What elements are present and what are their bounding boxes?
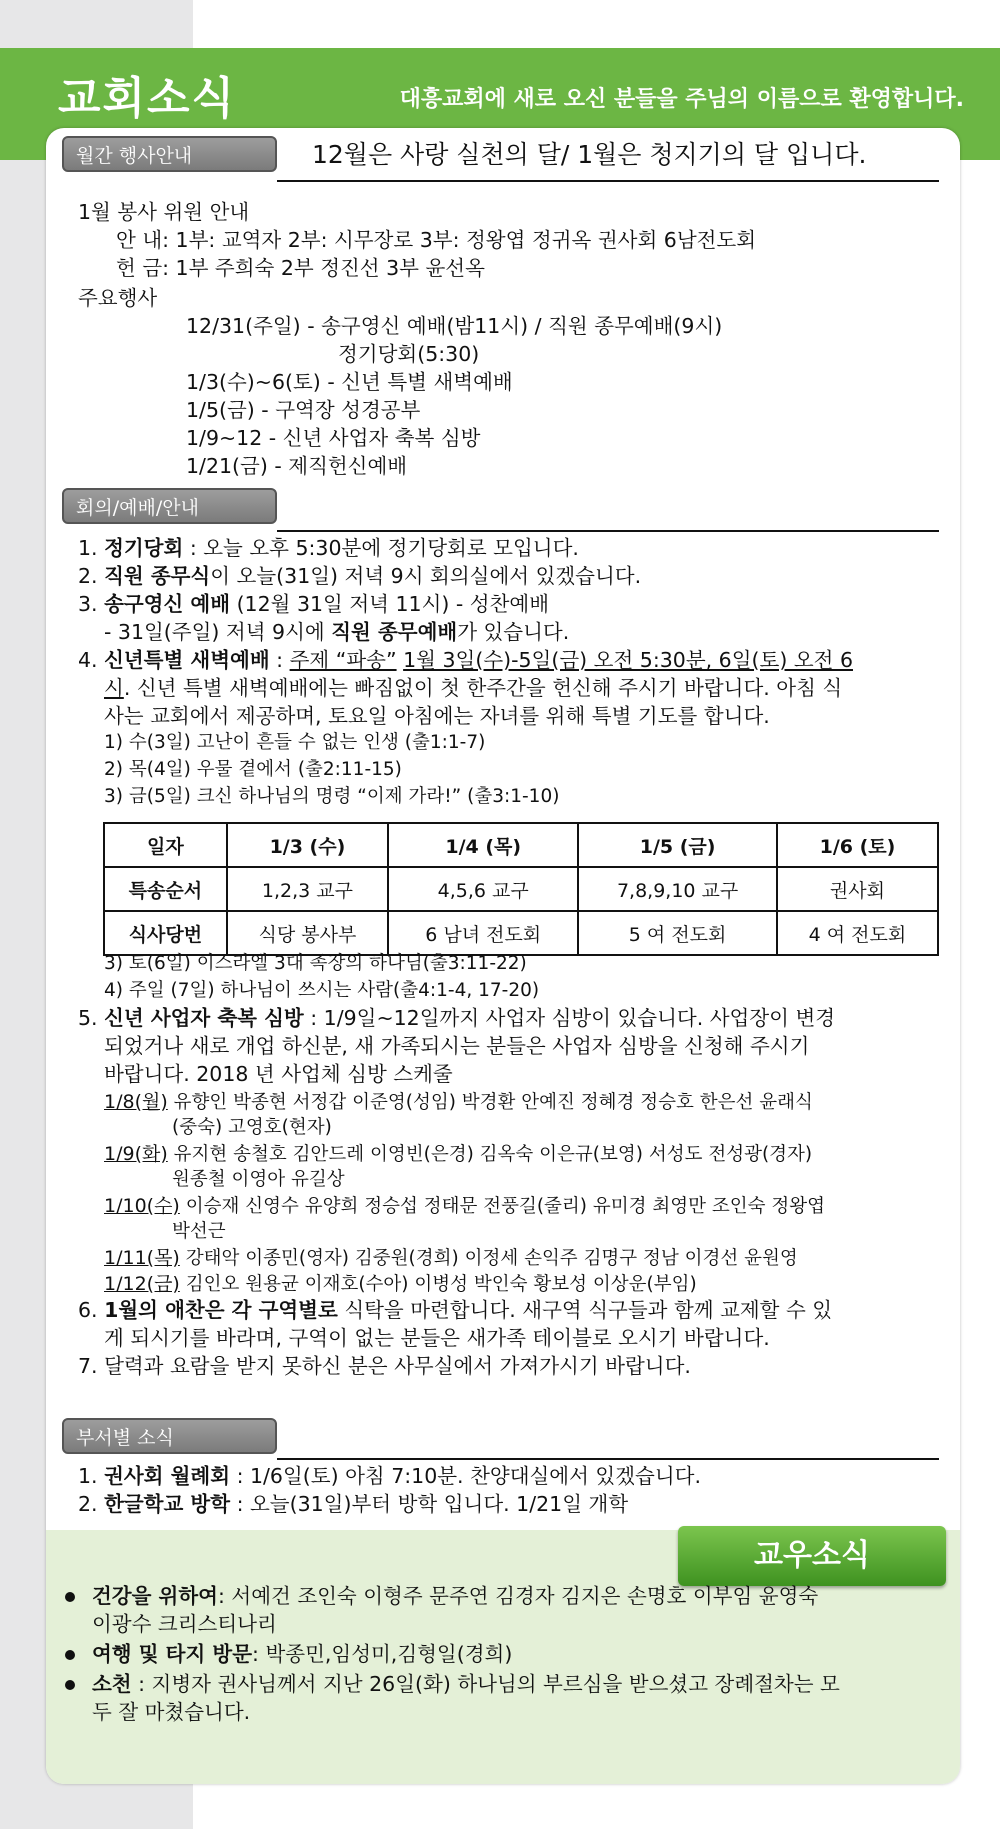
- volunteer-offering: 헌 금: 1부 주희숙 2부 정진선 3부 윤선옥: [116, 256, 485, 280]
- visit-row: 1/10(수) 이승재 신영수 유양희 정승섭 정태문 전풍길(줄리) 유미경 최영만 조인숙 정왕엽: [104, 1195, 825, 1217]
- tab-meetings: 회의/예배/안내: [62, 488, 277, 524]
- sermon-item: 1) 수(3일) 고난이 흔들 수 없는 인생 (출1:1-7): [104, 732, 486, 753]
- tab-alumni: 교우소식: [678, 1526, 946, 1586]
- table-row: [104, 911, 938, 955]
- top-margin: [193, 0, 1000, 48]
- section-divider: [277, 530, 939, 532]
- table-header-cell: 1/5 (금): [578, 823, 777, 867]
- table-cell: 4,5,6 교구: [388, 867, 578, 911]
- meeting-item-6-line2: 게 되시기를 바라며, 구역이 없는 분들은 새가족 테이블로 오시기 바랍니다.: [104, 1326, 770, 1350]
- meeting-item-1: 1. 정기당회 : 오늘 오후 5:30분에 정기당회로 모입니다.: [78, 536, 579, 560]
- bullet-icon: [65, 1680, 75, 1690]
- event-item: 1/9~12 - 신년 사업자 축복 심방: [186, 426, 481, 450]
- schedule-table: [103, 822, 939, 956]
- event-item: 1/3(수)~6(토) - 신년 특별 새벽예배: [186, 370, 513, 394]
- meeting-item-5-line3: 바랍니다. 2018 년 사업체 심방 스케줄: [104, 1062, 453, 1086]
- sermon-item: 3) 금(5일) 크신 하나님의 명령 “이제 가라!” (출3:1-10): [104, 786, 560, 807]
- visit-row-cont: 원종철 이영아 유길상: [172, 1169, 345, 1190]
- event-item: 1/21(금) - 제직헌신예배: [186, 454, 408, 478]
- section-divider: [277, 180, 939, 182]
- monthly-theme: 12월은 사랑 실천의 달/ 1월은 청지기의 달 입니다.: [312, 140, 867, 169]
- table-header-cell: 1/3 (수): [227, 823, 388, 867]
- event-item: 정기당회(5:30): [338, 342, 480, 366]
- tab-monthly: 월간 행사안내: [62, 136, 277, 172]
- sermon-item: 2) 목(4일) 우물 곁에서 (출2:11-15): [104, 759, 402, 780]
- table-cell: 식당 봉사부: [227, 911, 388, 955]
- dept-item-2: 2. 한글학교 방학 : 오늘(31일)부터 방학 입니다. 1/21일 개학: [78, 1492, 629, 1516]
- section-divider: [277, 1458, 939, 1460]
- bullet-icon: [65, 1650, 75, 1660]
- dept-item-1: 1. 권사회 월례회 : 1/6일(토) 아침 7:10분. 찬양대실에서 있겠습니다.: [78, 1464, 701, 1488]
- event-item: 1/5(금) - 구역장 성경공부: [186, 398, 421, 422]
- table-cell: 5 여 전도회: [578, 911, 777, 955]
- table-cell: 4 여 전도회: [777, 911, 938, 955]
- page-title: 교회소식: [58, 73, 237, 124]
- meeting-item-4-line3: 사는 교회에서 제공하며, 토요일 아침에는 자녀를 위해 특별 기도를 합니다.: [104, 704, 770, 728]
- events-title: 주요행사: [78, 286, 158, 310]
- volunteer-title: 1월 봉사 위원 안내: [78, 200, 250, 224]
- visit-row: 1/8(월) 유향인 박종현 서정갑 이준영(성임) 박경환 안예진 정혜경 정승호 한은선 윤래식: [104, 1091, 813, 1113]
- visit-row: 1/12(금) 김인오 원용균 이재호(수아) 이병성 박인숙 황보성 이상운(부임): [104, 1273, 697, 1295]
- welcome-text: 대흥교회에 새로 오신 분들을 주님의 이름으로 환영합니다.: [399, 87, 964, 112]
- alumni-health-line2: 이광수 크리스티나리: [92, 1612, 277, 1636]
- visit-row-cont: 박선근: [172, 1221, 226, 1242]
- event-item: 12/31(주일) - 송구영신 예배(밤11시) / 직원 종무예배(9시): [186, 314, 723, 338]
- table-cell: 7,8,9,10 교구: [578, 867, 777, 911]
- meeting-item-2: 2. 직원 종무식이 오늘(31일) 저녁 9시 회의실에서 있겠습니다.: [78, 564, 642, 588]
- table-cell: 1,2,3 교구: [227, 867, 388, 911]
- meeting-item-5-line2: 되었거나 새로 개업 하신분, 새 가족되시는 분들은 사업자 심방을 신청해 주시기: [104, 1034, 810, 1058]
- visit-row: 1/11(목) 강태악 이종민(영자) 김중원(경희) 이정세 손익주 김명구 정남 이경선 윤원영: [104, 1247, 798, 1269]
- table-cell: 특송순서: [104, 867, 227, 911]
- meeting-item-4: 4. 신년특별 새벽예배 : 주제 “파송” 1월 3일(수)-5일(금) 오전 5:30분, 6일(토) 오전 6: [78, 648, 853, 672]
- table-header-cell: 1/4 (목): [388, 823, 578, 867]
- table-cell: 6 남녀 전도회: [388, 911, 578, 955]
- alumni-health: 건강을 위하여: 서예건 조인숙 이형주 문주연 김경자 김지은 손명호 이부임 윤영숙: [92, 1584, 819, 1608]
- table-row: [104, 867, 938, 911]
- alumni-travel: 여행 및 타지 방문: 박종민,임성미,김형일(경희): [92, 1642, 513, 1666]
- meeting-item-3-line2: - 31일(주일) 저녁 9시에 직원 종무예배가 있습니다.: [104, 620, 570, 644]
- tab-department: 부서별 소식: [62, 1418, 277, 1454]
- visit-row: 1/9(화) 유지현 송철호 김안드레 이영빈(은경) 김옥숙 이은규(보영) 서성도 전성광(경자): [104, 1143, 813, 1165]
- meeting-item-3: 3. 송구영신 예배 (12월 31일 저녁 11시) - 성찬예배: [78, 592, 550, 616]
- table-cell: 식사당번: [104, 911, 227, 955]
- sermon-item: 3) 토(6일) 이스라엘 3대 족장의 하나님(출3:11-22): [104, 953, 527, 974]
- bullet-icon: [65, 1592, 75, 1602]
- visit-row-cont: (중숙) 고영호(현자): [172, 1117, 332, 1138]
- table-cell: 권사회: [777, 867, 938, 911]
- sermon-item: 4) 주일 (7일) 하나님이 쓰시는 사람(출4:1-4, 17-20): [104, 980, 540, 1001]
- volunteer-guide: 안 내: 1부: 교역자 2부: 시무장로 3부: 정왕엽 정귀옥 권사회 6남전도회: [116, 228, 757, 252]
- alumni-death-line2: 두 잘 마쳤습니다.: [92, 1700, 251, 1724]
- meeting-item-5: 5. 신년 사업자 축복 심방 : 1/9일~12일까지 사업자 심방이 있습니다. 사업장이 변경: [78, 1006, 836, 1030]
- alumni-death: 소천 : 지병자 권사님께서 지난 26일(화) 하나님의 부르심을 받으셨고 장례절차는 모: [92, 1672, 840, 1696]
- meeting-item-7: 7. 달력과 요람을 받지 못하신 분은 사무실에서 가져가시기 바랍니다.: [78, 1354, 691, 1378]
- table-header-cell: 1/6 (토): [777, 823, 938, 867]
- meeting-item-4-line2: 시. 신년 특별 새벽예배에는 빠짐없이 첫 한주간을 헌신해 주시기 바랍니다. 아침 식: [104, 676, 843, 700]
- meeting-item-6: 6. 1월의 애찬은 각 구역별로 식탁을 마련합니다. 새구역 식구들과 함께 교제할 수 있: [78, 1298, 833, 1322]
- table-header-row: [104, 823, 938, 867]
- table-header-cell: 일자: [104, 823, 227, 867]
